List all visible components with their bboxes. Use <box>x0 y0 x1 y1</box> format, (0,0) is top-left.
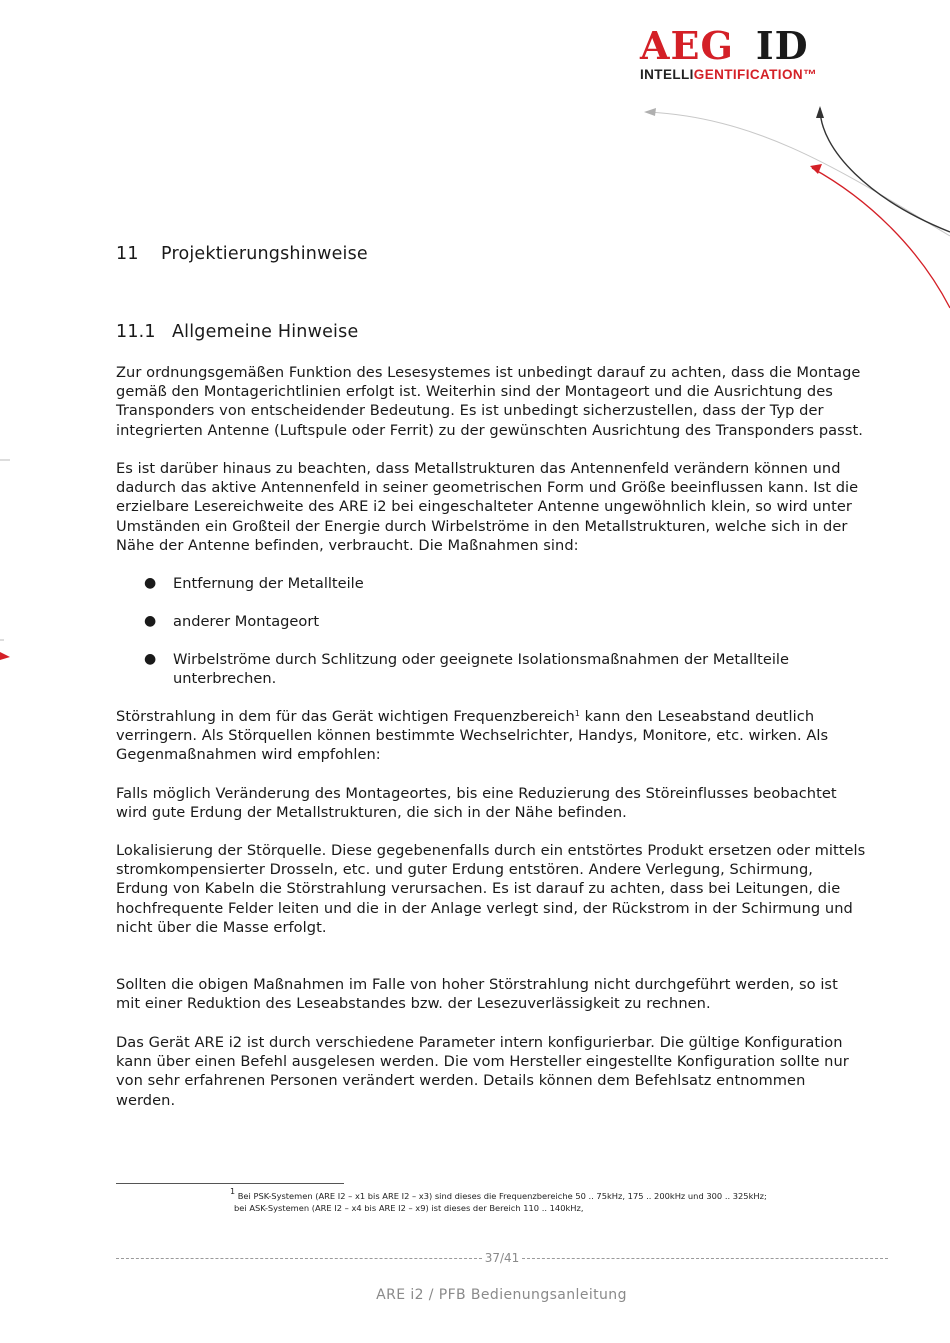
section-number: 11 <box>116 244 139 264</box>
paragraph-localization: Lokalisierung der Störquelle. Diese gegebenenfalls durch ein entstörtes Produkt ersetzen oder mittels stromkompensierter Drosseln, etc. und guter Erdung entstören. Andere Verlegung, Schirmung, Erdung von Kabeln die Störstrahlung verursachen. Es ist darauf zu achten, dass bei Leitungen, die hochfrequente Felder leiten und die in der Anlage verlegt sind, der Rückstrom in der Schirmung und nicht über die Masse erfolgt. <box>116 842 866 936</box>
subsection-title: Allgemeine Hinweise <box>172 322 359 342</box>
page-number: 37/41 <box>484 1251 520 1265</box>
footnote-line-2: bei ASK-Systemen (ARE I2 – x4 bis ARE I2 – x9) ist dieses der Bereich 110 .. 140kHz, <box>234 1203 584 1213</box>
company-logo <box>640 23 840 82</box>
paragraph-metal-structures: Es ist darüber hinaus zu beachten, dass Metallstrukturen das Antennenfeld verändern können und dadurch das aktive Antennenfeld in seiner geometrischen Form und Größe beeinflussen kann. Ist die erzielbare Lesereichweite des ARE i2 bei eingeschalteter Antenne ungewöhnlich klein, so wird unter Umständen ein Großteil der Energie durch Wirbelströme in den Metallstrukturen, welche sich in der Nähe der Antenne befinden, verbraucht. Die Maßnahmen sind: <box>116 460 859 554</box>
footnote-marker: 1 <box>230 1187 236 1196</box>
paragraph-interference <box>116 707 866 765</box>
paragraph-reduction: Sollten die obigen Maßnahmen im Falle von hoher Störstrahlung nicht durchgeführt werden, so ist mit einer Reduktion des Leseabstandes bzw. der Lesezuverlässigkeit zu rechnen. <box>116 976 838 1013</box>
section-title: Projektierungshinweise <box>161 244 368 264</box>
footnote-reference[interactable]: 1 <box>574 709 580 718</box>
list-item-text: anderer Montageort <box>173 613 320 630</box>
interference-text-start: Störstrahlung in dem für das Gerät wichtigen Frequenzbereich <box>116 708 575 725</box>
paragraph-installation: Zur ordnungsgemäßen Funktion des Lesesystemes ist unbedingt darauf zu achten, dass die Montage gemäß den Montagerichtlinien erfolgt ist. Weiterhin sind der Montageort und die Ausrichtung des Transponders von entscheidender Bedeutung. Es ist unbedingt sicherzustellen, dass der Typ der integrierten Antenne (Luftspule oder Ferrit) zu der gewünschten Ausrichtung des Transponders passt. <box>116 364 863 439</box>
list-item-text: Wirbelströme durch Schlitzung oder geeignete Isolationsmaßnahmen der Metallteile unterbrechen. <box>173 651 789 688</box>
subsection-number: 11.1 <box>116 322 156 342</box>
subsection-heading <box>116 322 358 342</box>
footnote-line-1: $^1$ Bei PSK-Systemen (ARE I2 – x1 bis ARE I2 – x3) sind dieses die Frequenzbereiche 50 .. 75kHz, 175 .. 200kHz und 300 .. 325kHz; <box>230 1187 767 1201</box>
logo-tagline-part2: GENTIFICATION™ <box>693 67 817 82</box>
document-title-footer: ARE i2 / PFB Bedienungsanleitung <box>376 1287 627 1303</box>
logo-tagline-part1: INTELLI <box>640 67 694 82</box>
logo-brand-text: AEG <box>640 23 734 68</box>
section-heading <box>116 244 368 264</box>
paragraph-configuration: Das Gerät ARE i2 ist durch verschiedene Parameter intern konfigurierbar. Die gültige Konfiguration kann über einen Befehl ausgelesen werden. Die vom Hersteller eingestellte Konfiguration sollte nur von sehr erfahrenen Personen verändert werden. Details können dem Befehlsatz entnommen werden. <box>116 1034 849 1109</box>
paragraph-mounting-change: Falls möglich Veränderung des Montageortes, bis eine Reduzierung des Störeinflusses beobachtet wird gute Erdung der Metallstrukturen, die sich in der Nähe befinden. <box>116 785 837 822</box>
interference-text-end: kann den Leseabstand deutlich verringern. Als Störquellen können bestimmte Wechselrichter, Handys, Monitore, etc. wirken. Als Gegenmaßnahmen wird empfohlen: <box>116 708 829 764</box>
footnote <box>230 1187 767 1214</box>
footnote-divider <box>116 1183 344 1184</box>
logo-id-text: ID <box>755 23 809 68</box>
bullet-icon: ● <box>144 651 157 667</box>
page-number-separator <box>116 1251 888 1265</box>
list-item-text: Entfernung der Metallteile <box>173 575 364 592</box>
bullet-icon: ● <box>144 613 157 629</box>
bullet-icon: ● <box>144 575 157 591</box>
